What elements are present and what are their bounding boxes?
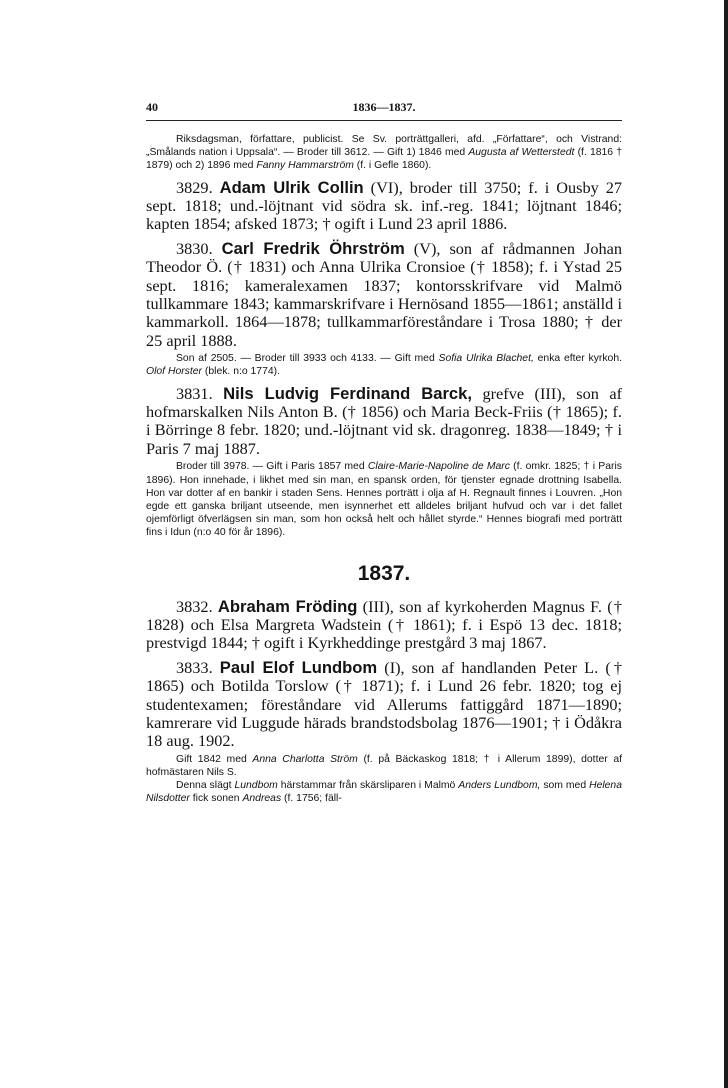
entry-3831-note: Broder till 3978. — Gift i Paris 1857 med Claire-Marie-Napoline de Marc (f. omkr. 1825; † i Paris 1896). Hon innehade, i likhet med sin man, en spansk orden, för tjenster egnade drottning Isabella. Hon var dotter af en bankir i staden Sens. Hennes porträtt i olja af H. Regnault finnes i Louvren. „Hon egde ett ganska briljant utseende, men isynnerhet ett alldeles briljant hufvud och var i det fallet ojemförligt öfverlägsen sin man, som hon också helt och hållet styrde.“ Hennes biografi med porträtt fins i Idun (n:o 40 för år 1896). — [146, 461, 622, 539]
entry-number: 3830. — [176, 238, 213, 258]
entry-3830: 3830. Carl Fredrik Öhrström (V), son af rådmannen Johan Theodor Ö. († 1831) och Anna Ulrika Cronsioe († 1858); f. i Ystad 25 sept. 1816; kameralexamen 1837; kontorsskrifvare vid Malmö tullkammare 1843; kammarskrifvare i Hernösand 1855—1861; anställd i kammarkoll. 1864—1878; tullkammarföreståndare i Trosa 1880; † der 25 april 1888. — [146, 238, 622, 350]
page-header — [146, 100, 622, 121]
entry-name: Nils Ludvig Ferdinand Barck, — [223, 383, 472, 403]
entry-name: Adam Ulrik Collin — [219, 177, 364, 197]
continued-note-paragraph: Riksdagsman, författare, publicist. Se Sv. porträttgalleri, afd. „Författare“, och Vistrand: „Smålands nation i Uppsala“. — Broder till 3612. — Gift 1) 1846 med Augusta af Wetterstedt (f. 1816 † 1879) och 2) 1896 med Fanny Hammarström (f. i Gefle 1860). — [146, 134, 623, 172]
entry-name: Paul Elof Lundbom — [219, 657, 378, 677]
page-number: 40 — [146, 100, 158, 114]
entry-number: 3829. — [176, 177, 213, 197]
entry-number: 3832. — [176, 596, 213, 616]
entry-name: Carl Fredrik Öhrström — [221, 238, 405, 258]
entry-3832: 3832. Abraham Fröding (III), son af kyrkoherden Magnus F. († 1828) och Elsa Margreta Wadstein († 1861); f. i Espö 13 dec. 1818; prestvigd 1844; † ogift i Kyrkheddinge prestgård 3 maj 1867. — [146, 596, 622, 653]
entry-3829: 3829. Adam Ulrik Collin (VI), broder till 3750; f. i Ousby 27 sept. 1818; und.-löjtnant vid södra sk. inf.-reg. 1841; löjtnant 1846; kapten 1854; afsked 1873; † ogift i Lund 23 april 1886. — [146, 177, 622, 234]
entry-number: 3833. — [176, 657, 213, 677]
entry-3833-note-1: Gift 1842 med Anna Charlotta Ström (f. på Bäckaskog 1818; † i Allerum 1899), dotter af hofmästaren Nils S. — [146, 753, 622, 778]
running-title: 1836—1837. — [352, 100, 416, 114]
entry-3833-note-2: Denna slägt Lundbom härstammar från skärsliparen i Malmö Anders Lundbom, som med Helena Nilsdotter fick sonen Andreas (f. 1756; fäll- — [146, 780, 622, 805]
entry-name: Abraham Fröding — [217, 596, 358, 616]
entry-number: 3831. — [176, 383, 213, 403]
entry-3830-note: Son af 2505. — Broder till 3933 och 4133. — Gift med Sofia Ulrika Blachet, enka efter kyrkoh. Olof Horster (blek. n:o 1774). — [146, 353, 623, 378]
entry-3833: 3833. Paul Elof Lundbom (I), son af handlanden Peter L. († 1865) och Botilda Torslow († 1871); f. i Lund 26 febr. 1820; tog ej studentexamen; föreståndare vid Allerums fattiggård 1871—1890; kamrerare vid Luggude härads brandstodsbolag 1876—1901; † i Ödåkra 18 aug. 1902. — [146, 657, 622, 751]
page-edge-border — [724, 0, 728, 1088]
page-content — [146, 100, 622, 806]
entry-3831: 3831. Nils Ludvig Ferdinand Barck, grefve (III), son af hofmarskalken Nils Anton B. († 1856) och Maria Beck-Friis († 1865); f. i Börringe 8 febr. 1820; und.-löjtnant vid sk. dragonreg. 1838—1849; † i Paris 7 maj 1887. — [146, 383, 622, 458]
year-heading: 1837. — [357, 561, 411, 585]
